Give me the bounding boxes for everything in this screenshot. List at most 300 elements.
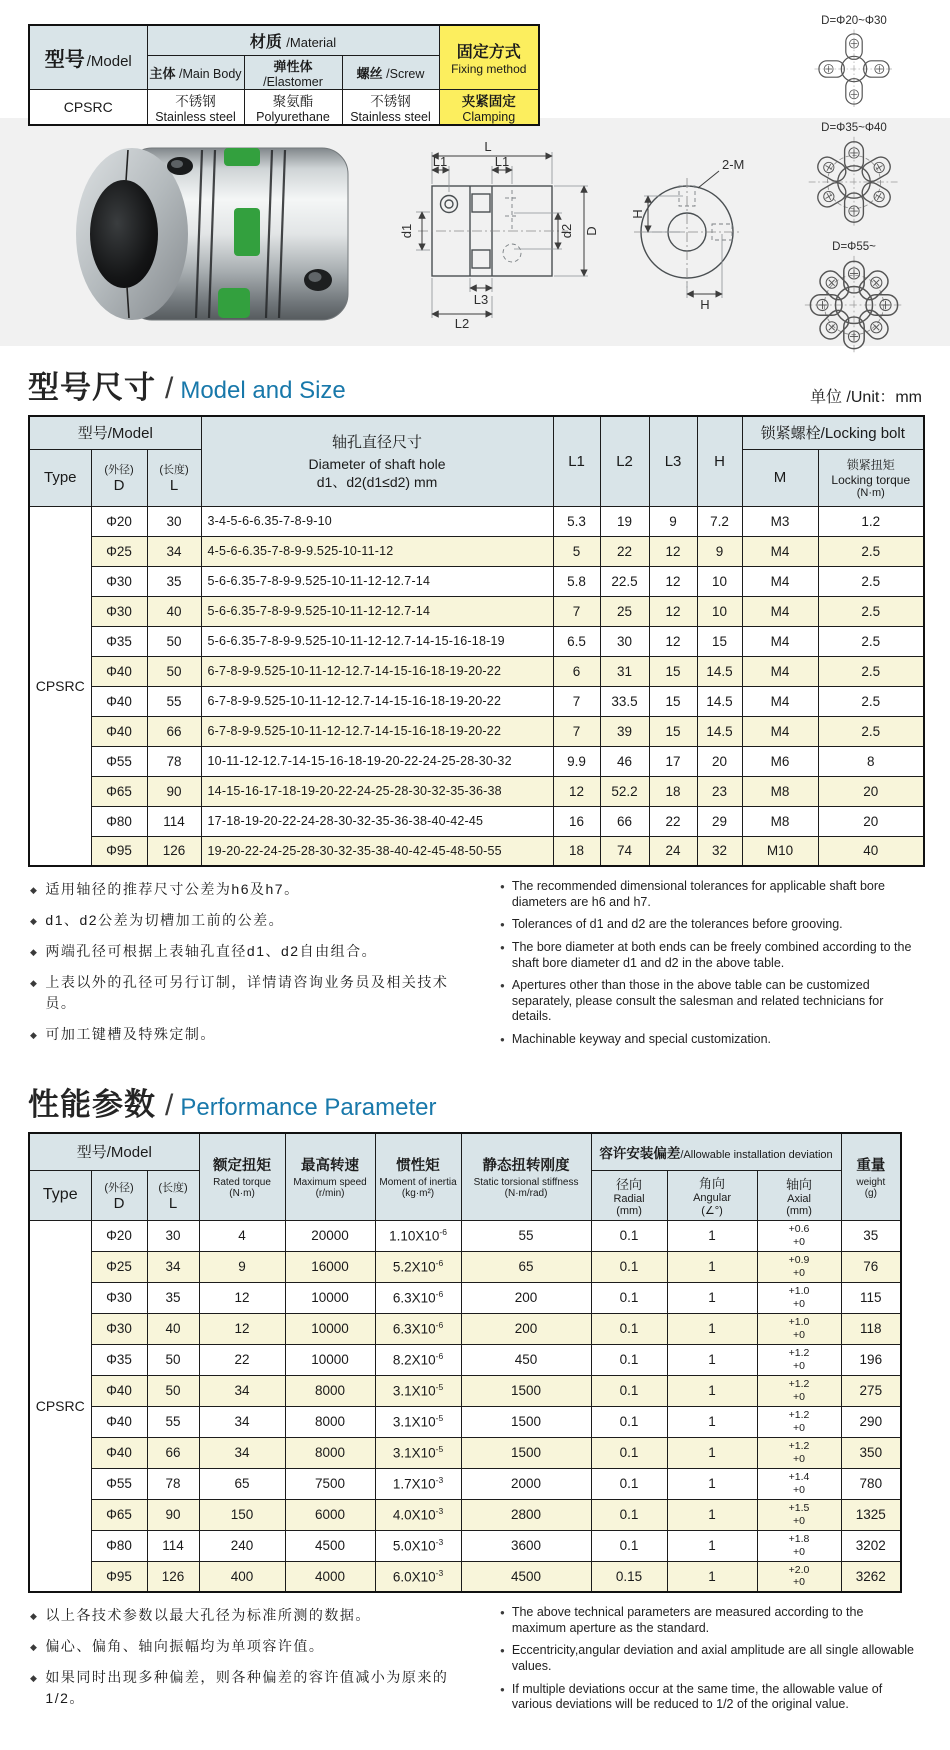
table-cell: 5	[553, 536, 600, 566]
table-cell: $5.0X10^{-3}$	[375, 1530, 461, 1561]
table-cell: 34	[147, 536, 201, 566]
table-cell: 50	[147, 1344, 199, 1375]
table-row	[29, 536, 924, 566]
table-cell: $1.10X10^{-6}$	[375, 1220, 461, 1251]
table-cell: 3600	[461, 1530, 591, 1561]
table-cell: 17-18-19-20-22-24-28-30-32-35-36-38-40-42-45	[201, 806, 553, 836]
table-cell: 200	[461, 1313, 591, 1344]
dim-label-H-horizontal: H	[700, 297, 710, 312]
table-cell: 115	[841, 1282, 901, 1313]
table-row	[29, 1282, 901, 1313]
bullet-icon: ◆	[30, 978, 39, 988]
bore-diameter-header: 轴孔直径尺寸 Diameter of shaft hole d1、d2(d1≤d2) mm	[201, 416, 553, 506]
table-cell: 9	[697, 536, 742, 566]
model-group-header: 型号/Model	[29, 1133, 199, 1170]
table-cell: 1	[667, 1468, 757, 1499]
table-cell: 20000	[285, 1220, 375, 1251]
note-item	[500, 879, 920, 910]
note-item	[30, 910, 478, 931]
dim-label-L1-left: L1	[432, 154, 448, 169]
bullet-icon: ●	[500, 882, 505, 891]
table-cell: Φ55	[91, 1468, 147, 1499]
table-cell: 10000	[285, 1344, 375, 1375]
table-cell: 1	[667, 1499, 757, 1530]
table-cell: +2.0 +0	[757, 1561, 841, 1592]
table-cell: M4	[742, 656, 818, 686]
note-text: 偏心、偏角、轴向振幅均为单项容许值。	[45, 1638, 325, 1654]
table-cell: 25	[600, 596, 649, 626]
table-cell: 6000	[285, 1499, 375, 1530]
table-cell: $1.7X10^{-3}$	[375, 1468, 461, 1499]
note-text: d1、d2公差为切槽加工前的公差。	[45, 912, 285, 928]
note-item	[500, 917, 920, 933]
table-cell: 15	[649, 686, 697, 716]
table-cell: 5-6-6.35-7-8-9-9.525-10-11-12-12.7-14	[201, 596, 553, 626]
table-row	[29, 746, 924, 776]
table-cell: M4	[742, 626, 818, 656]
dimension-labels	[399, 139, 599, 331]
table-cell: 1500	[461, 1375, 591, 1406]
table-cell: 275	[841, 1375, 901, 1406]
main-body-value-cell: 不锈钢 Stainless steel	[147, 89, 244, 125]
table-cell: M4	[742, 566, 818, 596]
table-cell: Φ40	[91, 1437, 147, 1468]
table-cell: 1500	[461, 1406, 591, 1437]
note-text: 上表以外的孔径可另行订制，详情请咨询业务员及相关技术员。	[45, 974, 449, 1011]
table-cell: Φ65	[91, 776, 147, 806]
table-cell: 9	[649, 506, 697, 536]
note-text: Eccentricity,angular deviation and axial amplitude are all single allowable values.	[511, 1643, 914, 1673]
table-cell: 9.9	[553, 746, 600, 776]
note-text: 适用轴径的推荐尺寸公差为h6及h7。	[45, 881, 300, 897]
note-item	[500, 978, 920, 1025]
table-cell: 1	[667, 1375, 757, 1406]
table-cell: 7500	[285, 1468, 375, 1499]
table-cell: 4500	[285, 1530, 375, 1561]
table-row	[29, 806, 924, 836]
table-cell: 114	[147, 806, 201, 836]
coupling-bore	[90, 180, 158, 288]
perf-table-header	[29, 1133, 901, 1220]
table-cell: 35	[147, 566, 201, 596]
dim-label-L1-right: L1	[494, 154, 510, 169]
table-cell: 4	[199, 1220, 285, 1251]
perf-notes-cn	[30, 1605, 478, 1720]
table-cell: 5-6-6.35-7-8-9-9.525-10-11-12-12.7-14-15-16-18-19	[201, 626, 553, 656]
table-cell: +1.5 +0	[757, 1499, 841, 1530]
table-cell: 20	[818, 776, 924, 806]
table-cell: 12	[649, 596, 697, 626]
perf-section-title	[28, 1079, 922, 1124]
spider-caption: D=Φ20~Φ30	[821, 15, 887, 27]
table-cell: Φ20	[91, 506, 147, 536]
note-text: Tolerances of d1 and d2 are the tolerances before grooving.	[511, 917, 843, 932]
screw-header: 螺丝 /Screw	[342, 55, 439, 89]
table-cell: 30	[147, 1220, 199, 1251]
table-cell: 0.1	[591, 1499, 667, 1530]
table-cell: 6	[553, 656, 600, 686]
table-cell: 30	[147, 506, 201, 536]
dim-label-L: L	[484, 139, 492, 154]
table-cell: 20	[818, 806, 924, 836]
table-cell: $6.0X10^{-3}$	[375, 1561, 461, 1592]
table-cell: 12	[649, 566, 697, 596]
h-header: H	[697, 416, 742, 506]
bullet-icon: ◆	[30, 1611, 39, 1621]
fixing-method-header-cell	[439, 25, 539, 89]
table-cell: 8000	[285, 1437, 375, 1468]
note-text: The bore diameter at both ends can be freely combined according to the shaft bore diameter d1 and d2 in the above table.	[511, 939, 912, 970]
table-cell: 350	[841, 1437, 901, 1468]
table-cell: 66	[600, 806, 649, 836]
table-cell: 32	[697, 836, 742, 866]
dim-label-L2: L2	[454, 316, 470, 331]
note-text: 可加工键槽及特殊定制。	[45, 1026, 216, 1042]
table-cell: 34	[147, 1251, 199, 1282]
table-row	[29, 686, 924, 716]
table-row	[29, 1499, 901, 1530]
table-cell: 2.5	[818, 656, 924, 686]
table-cell: M4	[742, 716, 818, 746]
table-row	[29, 1468, 901, 1499]
material-header-cn: 材质	[249, 33, 282, 51]
table-cell: 14.5	[697, 716, 742, 746]
model-type-cell: CPSRC	[29, 1220, 91, 1592]
table-cell: Φ20	[91, 1220, 147, 1251]
table-cell: 19-20-22-24-25-28-30-32-35-38-40-42-45-48-50-55	[201, 836, 553, 866]
table-cell: 14-15-16-17-18-19-20-22-24-25-28-30-32-35-36-38	[201, 776, 553, 806]
bullet-icon: ◆	[30, 1030, 39, 1040]
table-cell: M6	[742, 746, 818, 776]
table-row	[29, 506, 924, 536]
table-cell: 150	[199, 1499, 285, 1530]
table-cell: 50	[147, 1375, 199, 1406]
section-title-divider: /	[165, 372, 174, 405]
table-cell: 19	[600, 506, 649, 536]
note-item	[500, 1682, 920, 1713]
spider-caption: D=Φ35~Φ40	[821, 122, 887, 134]
l3-header: L3	[649, 416, 697, 506]
table-cell: 90	[147, 1499, 199, 1530]
section-title-en: Performance Parameter	[180, 1094, 437, 1121]
table-cell: M4	[742, 596, 818, 626]
elastomer-value-cell: 聚氨酯 Polyurethane	[244, 89, 342, 125]
dim-label-d1: d1	[399, 223, 414, 239]
table-cell: 2.5	[818, 596, 924, 626]
table-cell: 39	[600, 716, 649, 746]
table-row	[29, 1437, 901, 1468]
table-row	[29, 1530, 901, 1561]
table-cell: 31	[600, 656, 649, 686]
table-cell: Φ95	[91, 1561, 147, 1592]
table-cell: Φ55	[91, 746, 147, 776]
table-row	[29, 566, 924, 596]
note-item	[30, 1667, 478, 1709]
table-cell: 6.5	[553, 626, 600, 656]
model-value-cell: CPSRC	[29, 89, 147, 125]
note-text: 两端孔径可根据上表轴孔直径d1、d2自由组合。	[45, 943, 378, 959]
table-cell: 78	[147, 746, 201, 776]
table-cell: $6.3X10^{-6}$	[375, 1282, 461, 1313]
table-cell: 50	[147, 656, 201, 686]
table-cell: 780	[841, 1468, 901, 1499]
note-text: The above technical parameters are measured according to the maximum aperture as the standard.	[511, 1605, 864, 1635]
size-notes	[30, 879, 920, 1055]
bullet-icon: ◆	[30, 1673, 39, 1683]
table-cell: M10	[742, 836, 818, 866]
table-row	[29, 1375, 901, 1406]
table-cell: 16000	[285, 1251, 375, 1282]
bullet-icon: ◆	[30, 1642, 39, 1652]
table-cell: 1	[667, 1251, 757, 1282]
table-cell: +0.9 +0	[757, 1251, 841, 1282]
table-cell: 76	[841, 1251, 901, 1282]
product-photo	[30, 122, 380, 344]
table-cell: 10	[697, 566, 742, 596]
table-row	[29, 1220, 901, 1251]
hero-section	[0, 0, 950, 348]
note-text: 以上各技术参数以最大孔径为标准所测的数据。	[45, 1607, 371, 1623]
table-cell: 200	[461, 1282, 591, 1313]
elastomer-header: 弹性体 /Elastomer	[244, 55, 342, 89]
table-cell: 126	[147, 836, 201, 866]
table-cell: Φ40	[91, 686, 147, 716]
table-cell: Φ40	[91, 1375, 147, 1406]
table-cell: 2.5	[818, 566, 924, 596]
rated-torque-header: 额定扭矩 Rated torque (N·m)	[199, 1133, 285, 1220]
table-cell: +1.2 +0	[757, 1406, 841, 1437]
table-cell: 450	[461, 1344, 591, 1375]
bullet-icon: ●	[500, 920, 505, 930]
installation-deviation-group-header: 容许安装偏差/Allowable installation deviation	[591, 1133, 841, 1170]
dim-label-H-vertical: H	[630, 209, 645, 219]
table-cell: 1325	[841, 1499, 901, 1530]
type-header: Type	[29, 1170, 91, 1220]
dim-label-D: D	[584, 226, 599, 236]
table-cell: 2.5	[818, 716, 924, 746]
section-title-cn: 性能参数	[28, 1087, 156, 1122]
table-cell: 0.1	[591, 1406, 667, 1437]
table-cell: 240	[199, 1530, 285, 1561]
model-header-cn: 型号	[44, 48, 85, 71]
table-cell: +1.0 +0	[757, 1313, 841, 1344]
table-cell: 52.2	[600, 776, 649, 806]
table-cell: 1500	[461, 1437, 591, 1468]
material-header-cell	[147, 25, 439, 55]
spider-diagrams	[764, 12, 944, 356]
note-item	[30, 1024, 478, 1045]
locking-bolt-group-header: 锁紧螺栓/Locking bolt	[742, 416, 924, 449]
table-cell: Φ30	[91, 1282, 147, 1313]
bullet-icon: ●	[500, 1608, 505, 1617]
fixing-header-cn: 固定方式	[456, 43, 521, 61]
table-cell: 23	[697, 776, 742, 806]
note-item	[30, 879, 478, 900]
note-text: 如果同时出现多种偏差，则各种偏差的容许值减小为原来的1/2。	[45, 1669, 449, 1706]
table-row	[29, 776, 924, 806]
table-cell: M8	[742, 776, 818, 806]
size-table-header	[29, 416, 924, 506]
table-cell: 0.1	[591, 1220, 667, 1251]
table-cell: 35	[147, 1282, 199, 1313]
table-cell: 400	[199, 1561, 285, 1592]
table-cell: 8	[818, 746, 924, 776]
table-cell: 78	[147, 1468, 199, 1499]
table-cell: 46	[600, 746, 649, 776]
table-cell: 34	[199, 1437, 285, 1468]
table-cell: $3.1X10^{-5}$	[375, 1406, 461, 1437]
table-row	[29, 1406, 901, 1437]
section-title-divider: /	[165, 1089, 174, 1122]
table-cell: 126	[147, 1561, 199, 1592]
bullet-icon: ◆	[30, 916, 39, 926]
note-text: If multiple deviations occur at the same time, the allowable value of various deviations will be reduced to 1/2 of the original value.	[511, 1681, 883, 1712]
table-cell: Φ65	[91, 1499, 147, 1530]
table-cell: 12	[649, 626, 697, 656]
dim-label-d2: d2	[559, 223, 574, 239]
model-group-header: 型号/Model	[29, 416, 201, 449]
table-cell: 50	[147, 626, 201, 656]
table-cell: M8	[742, 806, 818, 836]
table-cell: 40	[147, 1313, 199, 1344]
note-item	[500, 1643, 920, 1674]
table-cell: 66	[147, 1437, 199, 1468]
table-cell: M4	[742, 536, 818, 566]
table-cell: 10000	[285, 1282, 375, 1313]
table-cell: M4	[742, 686, 818, 716]
table-cell: Φ30	[91, 1313, 147, 1344]
note-text: The recommended dimensional tolerances for applicable shaft bore diameters are h6 and h7.	[511, 879, 885, 909]
table-cell: 0.1	[591, 1375, 667, 1406]
table-cell: 34	[199, 1375, 285, 1406]
table-row	[29, 656, 924, 686]
bullet-icon: ●	[500, 1646, 505, 1656]
table-cell: 22	[600, 536, 649, 566]
table-cell: 90	[147, 776, 201, 806]
perf-notes-en	[500, 1605, 920, 1720]
table-cell: 24	[649, 836, 697, 866]
table-cell: Φ25	[91, 536, 147, 566]
table-cell: Φ40	[91, 716, 147, 746]
dimension-drawing	[392, 120, 767, 346]
table-cell: Φ25	[91, 1251, 147, 1282]
table-cell: 35	[841, 1220, 901, 1251]
table-cell: 12	[199, 1313, 285, 1344]
table-cell: 40	[818, 836, 924, 866]
table-cell: 16	[553, 806, 600, 836]
table-cell: 55	[147, 686, 201, 716]
table-cell: 7	[553, 716, 600, 746]
table-cell: 3262	[841, 1561, 901, 1592]
fixing-value-cell: 夹紧固定 Clamping	[439, 89, 539, 125]
material-table	[28, 24, 540, 126]
bullet-icon: ●	[500, 942, 505, 952]
inertia-header: 惯性矩 Moment of inertia (kg·m²)	[375, 1133, 461, 1220]
table-row	[29, 596, 924, 626]
table-cell: Φ80	[91, 1530, 147, 1561]
locking-torque-header: 锁紧扭矩 Locking torque (N·m)	[818, 449, 924, 506]
table-cell: 1	[667, 1313, 757, 1344]
table-cell: 10-11-12-12.7-14-15-16-18-19-20-22-24-25-28-30-32	[201, 746, 553, 776]
table-cell: 4-5-6-6.35-7-8-9-9.525-10-11-12	[201, 536, 553, 566]
size-notes-en	[500, 879, 920, 1055]
table-cell: Φ30	[91, 566, 147, 596]
table-cell: 29	[697, 806, 742, 836]
l2-header: L2	[600, 416, 649, 506]
note-item	[500, 940, 920, 971]
weight-header: 重量 weight (g)	[841, 1133, 901, 1220]
size-table-body	[29, 506, 924, 866]
model-header-en: /Model	[86, 52, 132, 70]
table-cell: +1.2 +0	[757, 1375, 841, 1406]
note-item	[30, 1605, 478, 1626]
table-cell: M3	[742, 506, 818, 536]
table-cell: +0.6 +0	[757, 1220, 841, 1251]
note-item	[30, 972, 478, 1014]
section-title-cn: 型号尺寸	[28, 370, 156, 405]
table-cell: Φ95	[91, 836, 147, 866]
table-cell: 55	[461, 1220, 591, 1251]
note-item	[30, 1636, 478, 1657]
table-cell: 7.2	[697, 506, 742, 536]
table-cell: 65	[199, 1468, 285, 1499]
table-cell: 14.5	[697, 656, 742, 686]
length-header: (长度) L	[147, 1170, 199, 1220]
table-cell: 74	[600, 836, 649, 866]
table-cell: 40	[147, 596, 201, 626]
table-cell: 5.8	[553, 566, 600, 596]
table-cell: 0.1	[591, 1251, 667, 1282]
table-cell: 10000	[285, 1313, 375, 1344]
table-cell: Φ35	[91, 626, 147, 656]
table-cell: 2.5	[818, 536, 924, 566]
table-row	[29, 1561, 901, 1592]
l1-header: L1	[553, 416, 600, 506]
table-row	[29, 716, 924, 746]
type-header: Type	[29, 449, 91, 506]
table-cell: 1	[667, 1437, 757, 1468]
perf-table-body	[29, 1220, 901, 1592]
bullet-icon: ◆	[30, 885, 39, 895]
note-item	[30, 941, 478, 962]
table-cell: 12	[553, 776, 600, 806]
table-cell: 12	[199, 1282, 285, 1313]
table-row	[29, 1251, 901, 1282]
table-cell: 0.1	[591, 1282, 667, 1313]
stiffness-header: 静态扭转刚度 Static torsional stiffness (N·m/rad)	[461, 1133, 591, 1220]
spider-8-lobe-diagram	[803, 254, 905, 356]
table-cell: 0.1	[591, 1530, 667, 1561]
table-row	[29, 626, 924, 656]
angular-header: 角向 Angular (∠°)	[667, 1170, 757, 1220]
table-cell: 3-4-5-6-6.35-7-8-9-10	[201, 506, 553, 536]
model-type-cell: CPSRC	[29, 506, 91, 866]
table-cell: Φ35	[91, 1344, 147, 1375]
screw-value-cell: 不锈钢 Stainless steel	[342, 89, 439, 125]
table-cell: 2000	[461, 1468, 591, 1499]
table-cell: 66	[147, 716, 201, 746]
table-cell: Φ40	[91, 1406, 147, 1437]
table-row	[29, 1344, 901, 1375]
table-cell: $3.1X10^{-5}$	[375, 1375, 461, 1406]
size-notes-cn	[30, 879, 478, 1055]
table-cell: $6.3X10^{-6}$	[375, 1313, 461, 1344]
performance-table	[28, 1132, 902, 1593]
table-cell: 15	[649, 656, 697, 686]
note-text: Machinable keyway and special customization.	[511, 1032, 772, 1046]
table-cell: 5.3	[553, 506, 600, 536]
spider-caption: D=Φ55~	[832, 241, 876, 253]
